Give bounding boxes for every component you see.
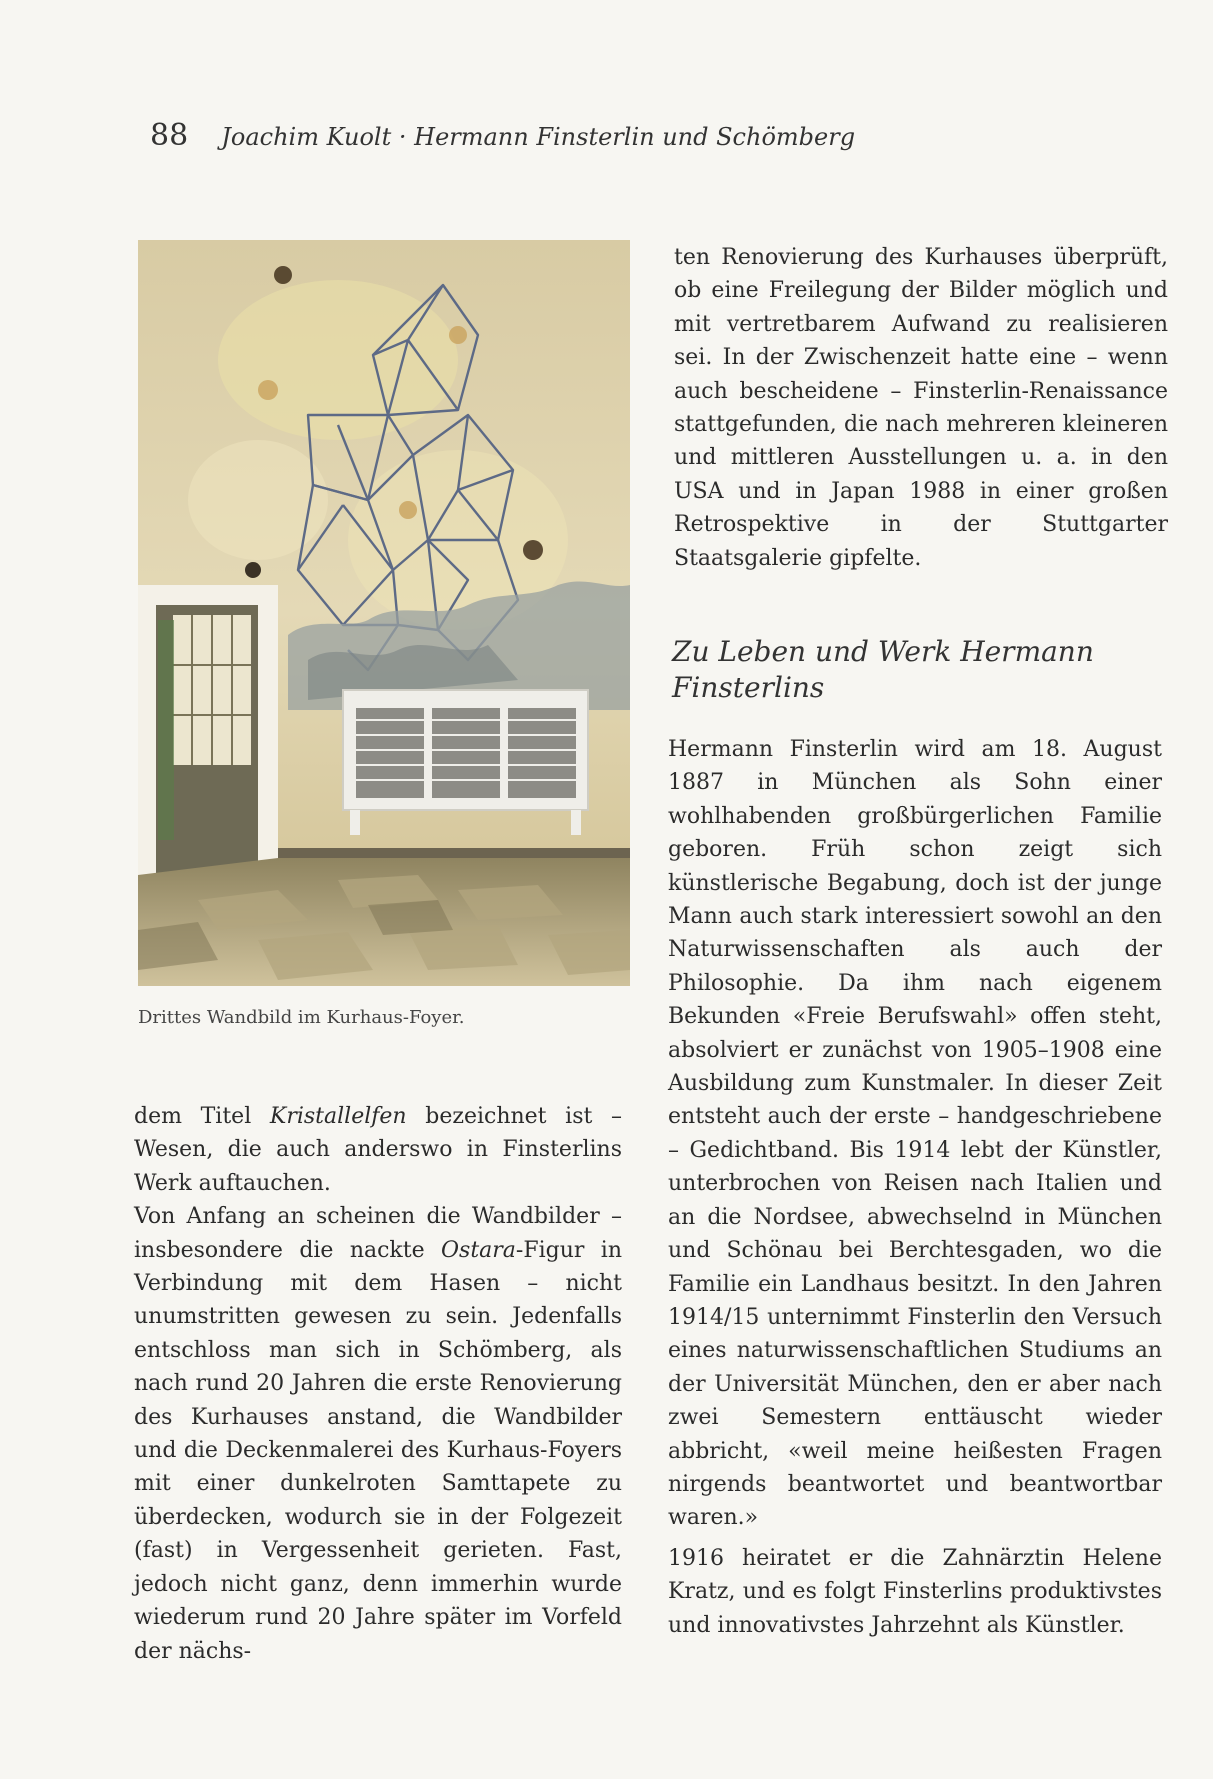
running-title: Joachim Kuolt · Hermann Finsterlin und Schömberg [221, 123, 856, 151]
text-column-right [668, 733, 1162, 1642]
paragraph [134, 1100, 622, 1200]
paragraph: Hermann Finsterlin wird am 18. August 1887 in München als Sohn einer wohlhabenden großbürgerlichen Familie geboren. Früh schon zeigt sich künstlerische Begabung, doch ist der junge Mann auch stark interessiert sowohl an den Naturwissenschaften als auch der Philosophie. Da ihm nach eigenem Bekunden «Freie Berufswahl» offen steht, absolviert er zunächst von 1905–1908 eine Ausbildung zum Kunstmaler. In dieser Zeit entsteht auch der erste – handgeschriebene – Gedichtband. Bis 1914 lebt der Künstler, unterbrochen von Reisen nach Italien und an die Nordsee, abwechselnd in München und Schönau bei Berchtesgaden, wo die Familie ein Landhaus besitzt. In den Jahren 1914/15 unternimmt Finsterlin den Versuch eines naturwissenschaftlichen Studiums an der Universität München, den er aber nach zwei Semestern enttäuscht wieder abbricht, «weil meine heißesten Fragen nirgends beantwortet und beantwortbar waren.» [668, 737, 1162, 1531]
text-column-right-top [674, 241, 1168, 575]
italic-name: Ostara [441, 1237, 516, 1263]
section-heading: Zu Leben und Werk Hermann Finsterlins [672, 635, 1094, 704]
italic-title: Kristallelfen [269, 1104, 407, 1129]
paragraph: 1916 heiratet er die Zahnärztin Helene Kratz, und es folgt Finsterlins produktivstes und innovativstes Jahrzehnt als Künstler. [668, 1545, 1162, 1638]
page-header [150, 118, 855, 153]
text-run: bezeichnet ist – Wesen, die auch anderswo in Finsterlins Werk auftauchen. [134, 1104, 622, 1196]
paragraph [134, 1200, 622, 1668]
page-number: 88 [150, 118, 189, 153]
figure-caption: Drittes Wandbild im Kurhaus-Foyer. [138, 1007, 465, 1028]
text-run: dem Titel [134, 1104, 270, 1129]
mural-photograph [138, 240, 630, 986]
text-column-left [134, 1100, 622, 1668]
text-run: -Figur in Verbindung mit dem Hasen – nicht unumstritten gewesen zu sein. Jedenfalls entschloss man sich in Schömberg, als nach rund 20 Jahren die erste Renovierung des Kurhauses anstand, die Wandbilder und die Deckenmalerei des Kurhaus-Foyers mit einer dunkelroten Samttapete zu überdecken, wodurch sie in der Folgezeit (fast) in Vergessenheit gerieten. Fast, jedoch nicht ganz, denn immerhin wurde wiederum rund 20 Jahre später im Vorfeld der nächs- [134, 1237, 623, 1664]
paragraph: ten Renovierung des Kurhauses überprüft, ob eine Freilegung der Bilder möglich und mit vertretbarem Aufwand zu realisieren sei. In der Zwischenzeit hatte eine – wenn auch bescheidene – Finsterlin-Renaissance stattgefunden, die nach mehreren kleineren und mittleren Ausstellungen u. a. in den USA und in Japan 1988 in einer großen Retrospektive in der Stuttgarter Staatsgalerie gipfelte. [674, 245, 1168, 571]
text-run: Von Anfang an scheinen die Wandbilder – insbesondere die nackte [134, 1204, 622, 1263]
